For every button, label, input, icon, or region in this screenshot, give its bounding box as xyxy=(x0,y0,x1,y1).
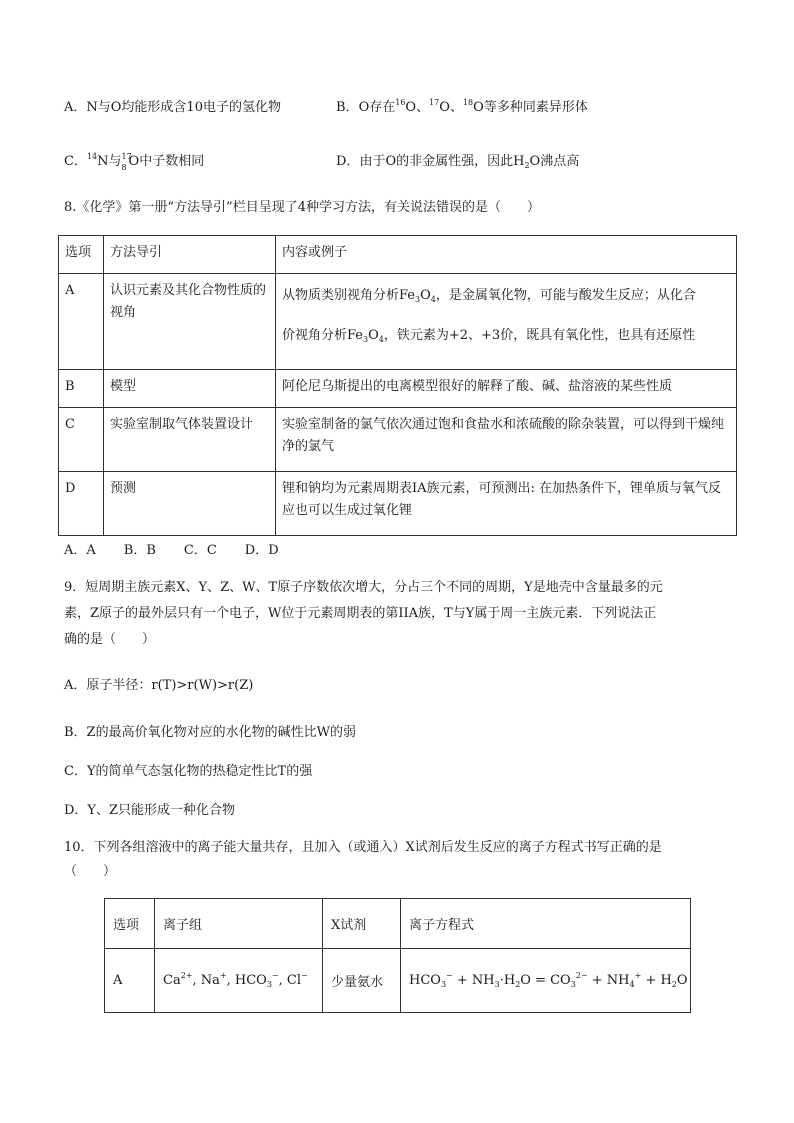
q10-stem-line2: （ ） xyxy=(64,864,117,879)
header-option: 选项 xyxy=(59,236,104,274)
header-option: 选项 xyxy=(105,899,155,949)
q8-table xyxy=(58,235,737,536)
header-content: 内容或例子 xyxy=(276,236,737,274)
q9-option-a: A．原子半径：r(T)>r(W)>r(Z) xyxy=(64,678,254,693)
q9-option-c: C．Y的简单气态氢化物的热稳定性比T的强 xyxy=(64,764,313,779)
q8-stem: 8.《化学》第一册“方法导引”栏目呈现了4种学习方法，有关说法错误的是（ ） xyxy=(64,200,540,215)
table-row: D 预测 锂和钠均为元素周期表IA族元素，可预测出: 在加热条件下，锂单质与氧气反应也可以生成过氧化锂 xyxy=(59,472,737,536)
q9-option-d: D．Y、Z只能形成一种化合物 xyxy=(64,803,236,818)
q9-stem-line1: 9．短周期主族元素X、Y、Z、W、T原子序数依次增大，分占三个不同的周期，Y是地壳中含量最多的元 xyxy=(64,580,663,595)
ionic-equation: $HCO_3^- + NH_3\cdot H_2O = CO_3^{2-} + NH_4^+ + H_2O$ xyxy=(401,949,691,1013)
q10-table xyxy=(104,898,691,1013)
header-ions: 离子组 xyxy=(155,899,323,949)
q7-option-b: B．O存在$^{16}$O、$^{17}$O、$^{18}$O等多种同素异形体 xyxy=(336,98,588,115)
row-a-content: 从物质类别视角分析$Fe_3O_4$，是金属氧化物，可能与酸发生反应；从化合 价视角分析$Fe_3O_4$，铁元素为+2、+3价，既具有氧化性，也具有还原性 xyxy=(276,274,737,370)
header-equation: 离子方程式 xyxy=(401,899,691,949)
q10-stem-line1: 10．下列各组溶液中的离子能大量共存，且加入（或通入）X试剂后发生反应的离子方程式书写正确的是 xyxy=(64,840,662,855)
q9-option-b: B．Z的最高价氧化物对应的水化物的碱性比W的弱 xyxy=(64,725,356,740)
table-row: B 模型 阿伦尼乌斯提出的电离模型很好的解释了酸、碱、盐溶液的某些性质 xyxy=(59,370,737,408)
q7-option-c: C．$^{14}$N与 17 8 O中子数相同 xyxy=(64,152,205,172)
ion-group: $Ca^{2+}$, Na+, $HCO_3^-$, Cl− xyxy=(155,949,323,1013)
table-row: C 实验室制取气体装置设计 实验室制备的氯气依次通过饱和食盐水和浓硫酸的除杂装置，可以得到干燥纯净的氯气 xyxy=(59,408,737,472)
table-header-row xyxy=(59,236,737,274)
table-header-row xyxy=(105,899,691,949)
q9-stem-line3: 确的是（ ） xyxy=(64,632,156,647)
table-row: A $Ca^{2+}$, Na+, $HCO_3^-$, Cl− 少量氨水 $HCO_3^- + NH_3\cdot H_2O = CO_3^{2-} + NH_4^+ + H_2O$ xyxy=(105,949,691,1013)
q9-stem-line2: 素，Z原子的最外层只有一个电子，W位于元素周期表的第IIA族，T与Y属于周一主族元素．下列说法正 xyxy=(64,606,657,621)
q8-answer-options: A．A B．B C．C D．D xyxy=(64,543,279,558)
header-reagent: X试剂 xyxy=(323,899,401,949)
header-method: 方法导引 xyxy=(104,236,276,274)
isotope-notation: 17 8 xyxy=(121,152,132,172)
q7-option-a: A．N与O均能形成含10电子的氢化物 xyxy=(64,100,281,115)
table-row: A 认识元素及其化合物性质的视角 从物质类别视角分析$Fe_3O_4$，是金属氧化物，可能与酸发生反应；从化合 价视角分析$Fe_3O_4$，铁元素为+2、+3价，既具有氧化性，也具有还原性 xyxy=(59,274,737,370)
q7-option-d: D．由于O的非金属性强，因此$H_2O$沸点高 xyxy=(336,154,580,170)
